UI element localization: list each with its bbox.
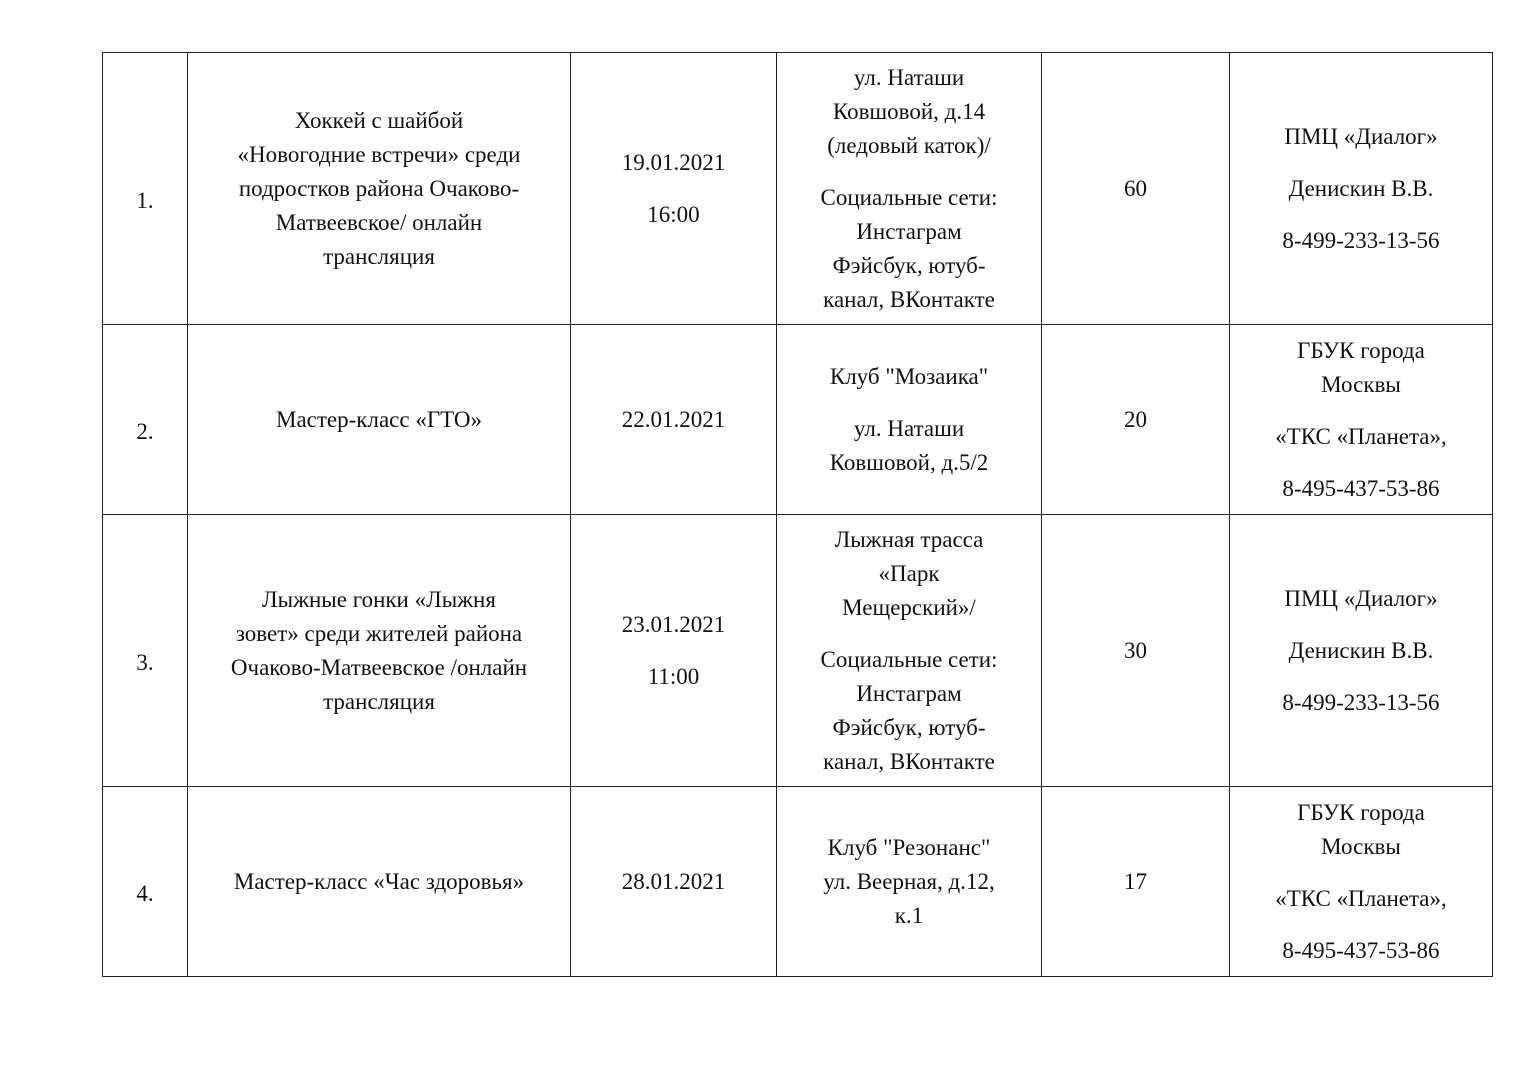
event-place-line: Социальные сети: [820, 646, 998, 672]
event-place-line: Ковшовой, д.14 [832, 98, 986, 124]
organizer-line: ПМЦ «Диалог» [1284, 123, 1438, 149]
event-date-cell [571, 515, 777, 787]
event-place-line: Фэйсбук, ютуб- [832, 252, 986, 278]
event-title-line: трансляция [323, 688, 435, 714]
event-place-line: Клуб "Резонанс" [827, 834, 991, 860]
event-place-paragraph [783, 181, 1035, 317]
participants-count: 60 [1124, 175, 1147, 201]
organizer-cell [1230, 787, 1493, 977]
organizer-paragraph [1236, 120, 1486, 154]
participants-count: 30 [1124, 637, 1147, 663]
event-title-line: Матвеевское/ онлайн [275, 209, 483, 235]
organizer-paragraph [1236, 334, 1486, 402]
event-title-line: Хоккей с шайбой [294, 107, 464, 133]
event-place-line: Мещерский»/ [842, 594, 976, 620]
event-title-line: Лыжные гонки «Лыжня [262, 586, 496, 612]
row-number: 3. [136, 649, 154, 675]
table-row [103, 787, 1493, 977]
organizer-paragraph [1236, 882, 1486, 916]
organizer-paragraph [1236, 686, 1486, 720]
row-number: 4. [136, 880, 154, 906]
participants-count-cell [1042, 515, 1230, 787]
event-title-line: подростков района Очаково- [238, 175, 520, 201]
event-place-paragraph [783, 523, 1035, 625]
event-date: 22.01.2021 [621, 406, 726, 432]
row-number: 2. [136, 418, 154, 444]
row-number: 1. [136, 187, 154, 213]
event-place-line: (ледовый каток)/ [827, 132, 991, 158]
participants-count: 20 [1124, 406, 1147, 432]
row-number-cell [103, 515, 188, 787]
event-date: 28.01.2021 [621, 868, 726, 894]
event-time: 16:00 [647, 201, 700, 227]
event-place-paragraph [783, 61, 1035, 163]
event-place-paragraph [783, 412, 1035, 480]
organizer-line: «ТКС «Планета», [1275, 885, 1447, 911]
event-place-paragraph [783, 360, 1035, 394]
organizer-line: Денискин В.В. [1288, 637, 1434, 663]
organizer-line: ПМЦ «Диалог» [1284, 585, 1438, 611]
event-place-cell [777, 53, 1042, 325]
event-title-line: трансляция [323, 243, 435, 269]
event-place-paragraph [783, 643, 1035, 779]
event-place-line: ул. Наташи [853, 64, 965, 90]
event-place-line: Лыжная трасса [834, 526, 984, 552]
event-time: 11:00 [647, 663, 700, 689]
organizer-line: 8-495-437-53-86 [1282, 937, 1440, 963]
events-table [102, 52, 1493, 977]
event-date-cell [571, 325, 777, 515]
organizer-line: Москвы [1321, 371, 1401, 397]
event-place-cell [777, 325, 1042, 515]
organizer-line: ГБУК города [1297, 799, 1425, 825]
organizer-paragraph [1236, 224, 1486, 258]
row-number-cell [103, 53, 188, 325]
participants-count-cell [1042, 787, 1230, 977]
table-row [103, 325, 1493, 515]
table-row [103, 53, 1493, 325]
event-place-line: к.1 [894, 902, 924, 928]
organizer-line: ГБУК города [1297, 337, 1425, 363]
event-place-line: Инстаграм [856, 218, 962, 244]
event-place-line: Ковшовой, д.5/2 [829, 449, 989, 475]
organizer-paragraph [1236, 172, 1486, 206]
event-place-line: «Парк [878, 560, 940, 586]
organizer-line: Денискин В.В. [1288, 175, 1434, 201]
event-title-line: Мастер-класс «Час здоровья» [233, 868, 525, 894]
organizer-line: 8-499-233-13-56 [1282, 689, 1440, 715]
organizer-cell [1230, 53, 1493, 325]
organizer-paragraph [1236, 582, 1486, 616]
event-place-cell [777, 787, 1042, 977]
events-table-body [103, 53, 1493, 977]
event-place-line: ул. Веерная, д.12, [823, 868, 995, 894]
event-place-line: Клуб "Мозаика" [829, 363, 989, 389]
event-title-cell [188, 325, 571, 515]
organizer-paragraph [1236, 796, 1486, 864]
organizer-line: 8-499-233-13-56 [1282, 227, 1440, 253]
organizer-paragraph [1236, 934, 1486, 968]
event-title-cell [188, 53, 571, 325]
participants-count-cell [1042, 53, 1230, 325]
organizer-line: Москвы [1321, 833, 1401, 859]
organizer-line: 8-495-437-53-86 [1282, 475, 1440, 501]
event-date-cell [571, 53, 777, 325]
organizer-paragraph [1236, 634, 1486, 668]
organizer-cell [1230, 515, 1493, 787]
event-place-paragraph [783, 831, 1035, 933]
event-date: 23.01.2021 [621, 611, 726, 637]
event-date-cell [571, 787, 777, 977]
organizer-cell [1230, 325, 1493, 515]
row-number-cell [103, 787, 188, 977]
event-title-cell [188, 515, 571, 787]
organizer-line: «ТКС «Планета», [1275, 423, 1447, 449]
event-title-line: Очаково-Матвеевское /онлайн [230, 654, 528, 680]
event-date: 19.01.2021 [621, 149, 726, 175]
event-place-line: ул. Наташи [853, 415, 965, 441]
event-place-line: Социальные сети: [820, 184, 998, 210]
event-place-line: канал, ВКонтакте [823, 748, 995, 774]
event-place-line: Инстаграм [856, 680, 962, 706]
table-row [103, 515, 1493, 787]
participants-count: 17 [1124, 868, 1147, 894]
event-place-line: Фэйсбук, ютуб- [832, 714, 986, 740]
event-title-line: Мастер-класс «ГТО» [276, 406, 482, 432]
event-place-cell [777, 515, 1042, 787]
event-title-cell [188, 787, 571, 977]
row-number-cell [103, 325, 188, 515]
event-title-line: зовет» среди жителей района [235, 620, 523, 646]
event-place-line: канал, ВКонтакте [823, 286, 995, 312]
event-title-line: «Новогодние встречи» среди [237, 141, 521, 167]
organizer-paragraph [1236, 472, 1486, 506]
organizer-paragraph [1236, 420, 1486, 454]
participants-count-cell [1042, 325, 1230, 515]
